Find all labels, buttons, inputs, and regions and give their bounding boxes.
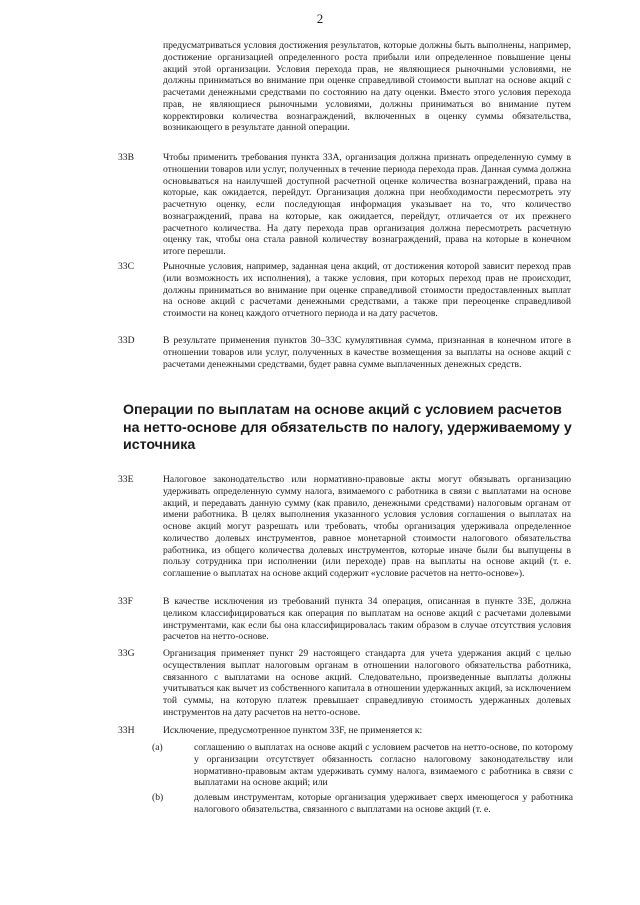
subitem-label: (a) (152, 742, 163, 753)
paragraph-text: В результате применения пунктов 30–33C кумулятивная сумма, признанная в конечном итоге в отношении товаров или услуг, полученных в качестве возмещения за выплаты на основе акций с расчетами денежными средствами, будет равна сумме выплаченных денежных средств. (163, 335, 571, 370)
paragraph-number: 33C (118, 261, 134, 272)
paragraph-text: В качестве исключения из требований пункта 34 операция, описанная в пункте 33E, должна целиком классифицироваться как операция по выплатам на основе акций с расчетами долевыми инструментами, как если бы она классифицировалась таким образом в случае отсутствия условия расчетов на нетто-основе. (163, 596, 571, 643)
subitem-label: (b) (152, 792, 164, 803)
paragraph-number: 33F (118, 596, 133, 607)
paragraph-33b (118, 152, 571, 258)
paragraph-text: Налоговое законодательство или нормативно-правовые акты могут обязывать организацию удерживать определенную сумму налога, взимаемого с работника в связи с выплатами на основе акций, и передавать данную сумму (как правило, денежными средствами) налоговым органам от имени работника. В целях выполнения указанного условия условия соглашения о выплатах на основе акций могут разрешать или требовать, чтобы организация удерживала определенное количество долевых инструментов, равное монетарной стоимости налогового обязательства работника, из общего количества долевых инструментов, которые иначе были бы выпущены в пользу сотрудника при исполнении (или переходе) прав на выплаты на основе акций (т. е. соглашение о выплатах на основе акций содержит «условие расчетов на нетто-основе»). (163, 474, 571, 579)
paragraph-number: 33D (118, 335, 135, 346)
paragraph-33f (118, 596, 571, 643)
subitem-a (152, 742, 572, 789)
paragraph-33g (118, 648, 571, 719)
paragraph-33e (118, 474, 571, 580)
subitem-b (152, 792, 572, 816)
paragraph-text: Организация применяет пункт 29 настоящего стандарта для учета удержания акций с целью осуществления выплат налоговым органам в отношении налогового обязательства работника, связанного с выплатами на основе акций. Следовательно, произведенные выплаты должны учитываться как вычет из собственного капитала в отношении удержанных акций, за исключением той суммы, на которую платеж превышает справедливую стоимость удержанных долевых инструментов на дату расчетов на нетто-основе. (163, 648, 571, 718)
intro-paragraph: предусматриваться условия достижения результатов, которые должны быть выполнены, например, достижение организацией определенного роста прибыли или определенное повышение цены акций этой организации. Условия перехода прав, не являющиеся рыночными условиями, не должны приниматься во внимание при оценке справедливой стоимости выплат на основе акций с расчетами денежными средствами по состоянию на дату оценки. Вместо этого условия перехода прав, не являющиеся рыночными условиями, должны приниматься во внимание путем корректировки количества вознаграждений, включенных в оценку суммы обязательства, возникающего в результате данной операции. (163, 40, 571, 134)
section-heading: Операции по выплатам на основе акций с условием расчетов на нетто-основе для обязательств по налогу, удерживаемому у источника (123, 402, 572, 453)
paragraph-33h (118, 725, 571, 737)
subitem-text: долевым инструментам, которые организация удерживает сверх имеющегося у работника налогового обязательства, связанного с выплатами на основе акций (т. е. (194, 792, 573, 815)
paragraph-number: 33G (118, 648, 135, 659)
paragraph-33c (118, 261, 571, 320)
paragraph-text: Рыночные условия, например, заданная цена акций, от достижения которой зависит переход прав (или возможность их исполнения), а также условия, при которых переход прав не происходит, должны приниматься во внимание при оценке справедливой стоимости предоставленных выплат на основе акций с расчетами денежными средствами, а также при переоценке справедливой стоимости на конец каждого отчетного периода и на дату расчетов. (163, 261, 571, 319)
paragraph-text: Чтобы применить требования пункта 33A, организация должна признать определенную сумму в отношении товаров или услуг, полученных в течение периода перехода прав. Данная сумма должна основываться на наилучшей доступной расчетной оценке количества вознаграждений, права на которые, как ожидается, перейдут. Организация должна при необходимости пересмотреть эту расчетную оценку, если последующая информация указывает на то, что количество вознаграждений, права на которые, как ожидается, перейдут, отличается от их прежнего расчетного количества. На дату перехода прав организация должна пересмотреть расчетную оценку так, чтобы она стала равной количеству вознаграждений, права на которые в конечном итоге перешли. (163, 152, 571, 257)
subitem-text: соглашению о выплатах на основе акций с условием расчетов на нетто-основе, по которому у организации отсутствует обязанность согласно налоговому законодательству или нормативно-правовым актам удерживать сумму налога, взимаемого с работника в связи с выплатами на основе акций; или (194, 742, 573, 789)
paragraph-text: Исключение, предусмотренное пунктом 33F, не применяется к: (163, 725, 423, 736)
paragraph-number: 33H (118, 725, 135, 736)
page-number: 2 (316, 11, 324, 26)
paragraph-number: 33B (118, 152, 134, 163)
paragraph-33d (118, 335, 571, 370)
paragraph-number: 33E (118, 474, 134, 485)
